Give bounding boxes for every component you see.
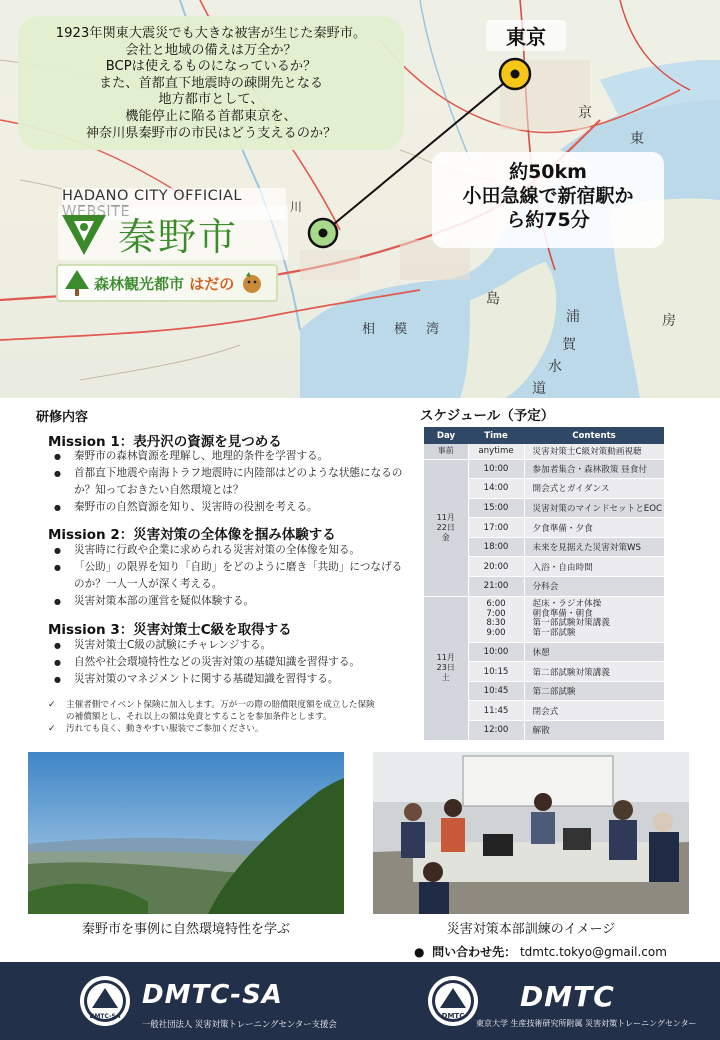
notes-list	[48, 700, 378, 735]
day-label: 11月23日土	[436, 653, 455, 683]
intro-bubble	[18, 16, 404, 150]
dmtc-sa-badge-icon	[78, 974, 132, 1028]
list-item: ● 「公助」の限界を知り「自助」をどのように磨き「共助」につなげるのか？一人一人が深く考える。	[54, 559, 410, 593]
table-row	[424, 596, 664, 642]
time-cell: 14:00	[468, 479, 524, 499]
map-label: 道	[532, 381, 546, 397]
content-cell: 参加者集合・森林散策 昼食付	[524, 459, 664, 479]
dmtc-sa-subtitle: 一般社団法人 災害対策トレーニングセンター支援会	[142, 1019, 337, 1029]
content-cell: 夕食準備・夕食	[524, 518, 664, 538]
hadano-city-logo	[58, 206, 288, 260]
nature-photo	[28, 752, 344, 914]
time-line: 6:00	[486, 599, 506, 610]
map-label: 川	[290, 200, 303, 214]
mission-2-title: Mission 2：災害対策の全体像を掴み体験する	[48, 527, 336, 543]
time-cell	[468, 596, 524, 642]
mission-2-list	[54, 542, 410, 610]
time-cell: 10:00	[468, 642, 524, 662]
time-cell: anytime	[468, 444, 524, 459]
dmtc-name: DMTC	[520, 980, 615, 1013]
map-label: 京	[578, 105, 592, 121]
bubble-line: 神奈川県秦野市の市民はどう支えるのか？	[85, 125, 337, 141]
mission-1-list	[54, 448, 410, 516]
time-cell: 18:00	[468, 537, 524, 557]
map-label: 浦	[566, 309, 580, 325]
note-item: ✓ 汚れても良く、動きやすい服装でご参加ください。	[48, 724, 378, 736]
bubble-line: 1923年関東大震災でも大きな被害が生じた秦野市。	[55, 26, 367, 41]
time-cell: 10:00	[468, 459, 524, 479]
time-cell: 17:00	[468, 518, 524, 538]
bubble-line: また、首都直下地震時の疎開先となる	[98, 75, 324, 91]
day-cell	[424, 459, 468, 596]
tourism-banner	[56, 264, 278, 302]
content-cell	[524, 596, 664, 642]
mascot-icon	[240, 271, 264, 295]
time-cell: 20:00	[468, 557, 524, 577]
map-label: 相	[362, 322, 376, 337]
map-label: 賀	[562, 337, 576, 353]
content-cell: 解散	[524, 721, 664, 741]
dmtc-badge-icon	[426, 974, 480, 1028]
content-line: 第一部試験	[532, 627, 576, 638]
tourism-text	[94, 273, 234, 294]
content-cell: 第二部試験対策講義	[524, 662, 664, 682]
content-line: 朝食準備・朝食	[532, 608, 593, 619]
content-cell: 分科会	[524, 577, 664, 597]
distance-line: ら約75分	[506, 209, 590, 231]
hadano-emblem-icon	[58, 207, 110, 259]
map-label: 湾	[426, 322, 440, 337]
time-cell: 11:45	[468, 701, 524, 721]
table-row	[424, 444, 664, 459]
dmtc-subtitle: 東京大学 生産技術研究所附属 災害対策トレーニングセンター	[476, 1019, 697, 1028]
mission-3-title: Mission 3：災害対策士C級を取得する	[48, 622, 292, 638]
content-line: 起床・ラジオ体操	[532, 599, 602, 610]
dmtc-sa-name: DMTC-SA	[142, 980, 283, 1010]
map-label: 島	[486, 291, 500, 307]
bubble-line: 機能停止に陥る首都東京を、	[125, 108, 297, 124]
schedule-title: スケジュール（予定）	[420, 408, 555, 424]
time-cell: 12:00	[468, 721, 524, 741]
tokyo-marker	[497, 56, 533, 92]
content-cell: 第二部試験	[524, 681, 664, 701]
column-header-time: Time	[468, 427, 524, 444]
footer	[0, 962, 720, 1040]
note-item: ✓ 主催者側でイベント保険に加入します。万が一の際の賠償限度額を成立した保険の補償額とし、それ以上の額は免責とすることを参加条件とします。	[48, 700, 378, 724]
column-header-day: Day	[424, 427, 468, 444]
bullet-icon: ●	[414, 945, 425, 959]
table-row	[424, 459, 664, 479]
schedule-table	[424, 427, 664, 741]
city-name: 秦野市	[118, 214, 239, 259]
time-cell: 15:00	[468, 498, 524, 518]
training-photo-caption: 災害対策本部訓練のイメージ	[446, 922, 616, 937]
badge-text: DMTC-SA	[89, 1013, 121, 1020]
day-cell	[424, 596, 468, 740]
badge-text: DMTC	[441, 1012, 465, 1020]
bubble-line: 会社と地域の備えは万全か？	[125, 42, 297, 58]
training-photo	[373, 752, 689, 914]
content-cell: 未来を見据えた災害対策WS	[524, 537, 664, 557]
map-label: 東	[630, 131, 644, 147]
list-item: ● 秦野市の自然資源を知り、災害時の役割を考える。	[54, 499, 410, 516]
mission-3-list	[54, 637, 410, 688]
bubble-line: 地方都市として、	[158, 92, 264, 108]
contact-label: 問い合わせ先：	[432, 945, 517, 959]
list-item: ● 首都直下地震や南海トラフ地震時に内陸部はどのような状態になるのか？知っておきたい自然環境とは？	[54, 465, 410, 499]
time-line: 9:00	[486, 627, 506, 638]
time-line: 8:30	[486, 618, 506, 629]
map-label: 房	[662, 313, 676, 329]
time-line: 7:00	[486, 608, 506, 619]
distance-line: 約50km	[509, 161, 587, 183]
content-line: 第一部試験対策講義	[532, 618, 610, 629]
contact-email-link[interactable]: tdmtc.tokyo@gmail.com	[519, 945, 667, 959]
time-cell: 10:45	[468, 681, 524, 701]
map-label: 模	[394, 322, 408, 337]
list-item: ● 災害対策のマネジメントに関する基礎知識を習得する。	[54, 671, 410, 688]
bubble-line: BCPは使えるものになっているか？	[105, 59, 317, 75]
official-website-text: HADANO CITY OFFICIAL	[62, 188, 286, 220]
table-header-row	[424, 427, 664, 444]
tourism-main: 森林観光都市	[94, 274, 185, 293]
column-header-contents: Contents	[524, 427, 664, 444]
time-cell: 21:00	[468, 577, 524, 597]
tokyo-label: 東京	[486, 20, 566, 51]
list-item: ● 災害対策士C級の試験にチャレンジする。	[54, 637, 410, 654]
time-cell: 10:15	[468, 662, 524, 682]
content-cell: 開会式とガイダンス	[524, 479, 664, 499]
content-cell: 災害対策のマインドセットとEOC	[524, 498, 664, 518]
tourism-kana: はだの	[189, 274, 235, 293]
content-cell: 災害対策士C級対策動画視聴	[524, 444, 664, 459]
list-item: ● 災害対策本部の運営を疑似体験する。	[54, 593, 410, 610]
hero-map	[0, 0, 720, 398]
distance-line: 小田急線で新宿駅か	[462, 185, 634, 207]
content-cell: 休憩	[524, 642, 664, 662]
map-label: 水	[548, 359, 562, 375]
nature-photo-caption: 秦野市を事例に自然環境特性を学ぶ	[81, 922, 290, 937]
distance-box	[432, 152, 664, 248]
list-item: ● 秦野市の森林資源を理解し、地理的条件を学習する。	[54, 448, 410, 465]
tree-icon	[64, 269, 90, 297]
training-title: 研修内容	[36, 410, 89, 425]
list-item: ● 災害時に行政や企業に求められる災害対策の全体像を知る。	[54, 542, 410, 559]
list-item: ● 自然や社会環境特性などの災害対策の基礎知識を習得する。	[54, 654, 410, 671]
contact-info	[414, 943, 667, 960]
mission-1-title: Mission 1：表丹沢の資源を見つめる	[48, 434, 282, 450]
hadano-marker	[306, 216, 340, 250]
day-cell: 事前	[424, 444, 468, 459]
content-cell: 閉会式	[524, 701, 664, 721]
day-label: 11月22日金	[436, 512, 455, 542]
content-cell: 入浴・自由時間	[524, 557, 664, 577]
